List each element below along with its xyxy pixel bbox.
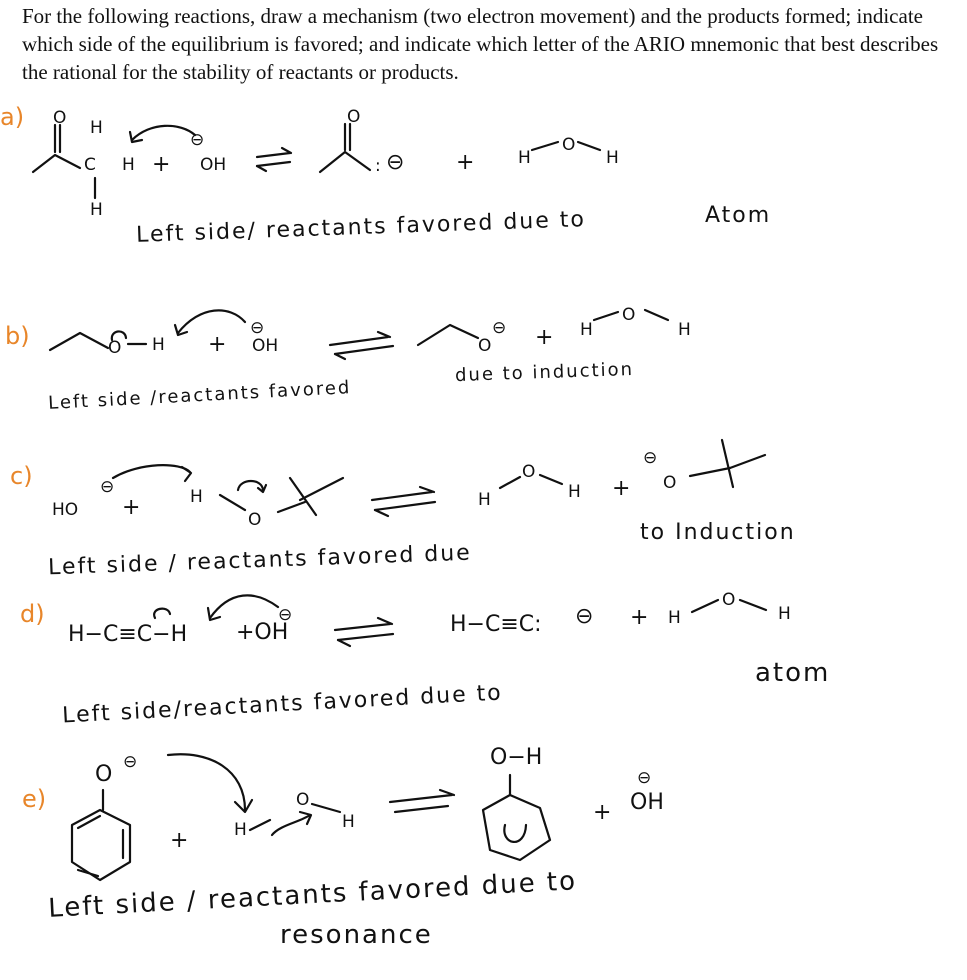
reaction-label-a: a) (0, 103, 25, 131)
atom-c: C (84, 155, 96, 175)
plus-sign: + (593, 800, 612, 825)
atom-o: O (296, 790, 310, 810)
ario-reason: resonance (280, 920, 433, 950)
conclusion-text: Left side/reactants favored due to (61, 680, 504, 729)
negative-charge: ⊖ (278, 605, 293, 625)
negative-charge: ⊖ (575, 604, 594, 629)
atom-o: O (622, 305, 636, 325)
lone-pair: : (375, 156, 381, 176)
plus-sign: + (535, 325, 554, 350)
plus-sign: + (630, 605, 649, 630)
atom-h: H (234, 820, 247, 840)
atom-h: H (580, 320, 593, 340)
curved-arrow-icon (113, 465, 190, 478)
reaction-label-c: c) (10, 462, 33, 490)
atom-h: H (568, 482, 581, 502)
atom-o: O (562, 135, 576, 155)
plus-sign: + (208, 332, 227, 357)
negative-charge: ⊖ (637, 768, 652, 788)
acetylide: H−C≡C: (450, 612, 542, 637)
atom-o: O (95, 762, 113, 787)
ario-reason: to Induction (640, 520, 796, 545)
atom-h: H (778, 604, 791, 624)
reaction-label-e: e) (22, 785, 47, 813)
conclusion-text: Left side / reactants favored due (47, 540, 473, 581)
negative-charge: ⊖ (492, 318, 507, 338)
question-prompt: For the following reactions, draw a mechanism (two electron movement) and the products formed; indicate which side of the equilibrium is favored; and indicate which letter of the ARIO mnemonic that best describes the rational for the stability of reactants or products. (22, 4, 939, 84)
reaction-label-b: b) (5, 322, 30, 350)
plus-sign: + (612, 476, 631, 501)
atom-o: O (722, 590, 736, 610)
atom-o: O (347, 107, 361, 127)
atom-h: H (478, 490, 491, 510)
negative-charge: ⊖ (643, 448, 658, 468)
hydroxide: OH (630, 790, 664, 815)
bond-lines (33, 155, 80, 172)
hydroxide: OH (200, 155, 227, 175)
atom-o: O (663, 473, 677, 493)
negative-charge: ⊖ (250, 318, 265, 338)
negative-charge: ⊖ (386, 150, 405, 175)
atom-h: H (342, 812, 355, 832)
negative-charge: ⊖ (190, 130, 205, 150)
negative-charge: ⊖ (123, 752, 138, 772)
acetylene: H−C≡C−H (68, 622, 188, 647)
atom-o: O (248, 510, 262, 530)
atom-h: H (152, 335, 165, 355)
hydroxide: HO (52, 500, 79, 520)
conclusion-text: Left side/ reactants favored due to (135, 207, 587, 248)
plus-sign: + (170, 828, 189, 853)
conclusion-text: Left side / reactants favored due to (47, 866, 578, 924)
reaction-label-d: d) (20, 600, 45, 628)
curved-arrow-icon (210, 595, 278, 618)
conclusion-text: Left side /reactants favored (47, 377, 352, 414)
atom-h: H (518, 148, 531, 168)
curved-arrow-icon (178, 310, 245, 333)
atom-h: H (606, 148, 619, 168)
atom-o: O (53, 108, 67, 128)
hydroxyl-group: O−H (490, 745, 543, 770)
hydroxide: OH (252, 336, 279, 356)
atom-h: H (668, 608, 681, 628)
atom-o: O (478, 336, 492, 356)
ario-reason: due to induction (454, 358, 635, 387)
atom-h: H (190, 487, 203, 507)
plus-sign: + (122, 495, 141, 520)
atom-o: O (522, 462, 536, 482)
curved-arrow-icon (168, 754, 245, 810)
hydroxide: +OH (236, 620, 289, 645)
plus-sign: + (456, 150, 475, 175)
ario-reason: atom (755, 658, 831, 688)
atom-h: H (122, 155, 135, 175)
atom-h: H (678, 320, 691, 340)
atom-h: H (90, 118, 103, 138)
plus-sign: + (152, 152, 171, 177)
curved-arrow-icon (132, 126, 195, 140)
atom-o: O (108, 338, 122, 358)
ario-reason: Atom (705, 203, 772, 228)
atom-h: H (90, 200, 103, 220)
negative-charge: ⊖ (100, 477, 115, 497)
